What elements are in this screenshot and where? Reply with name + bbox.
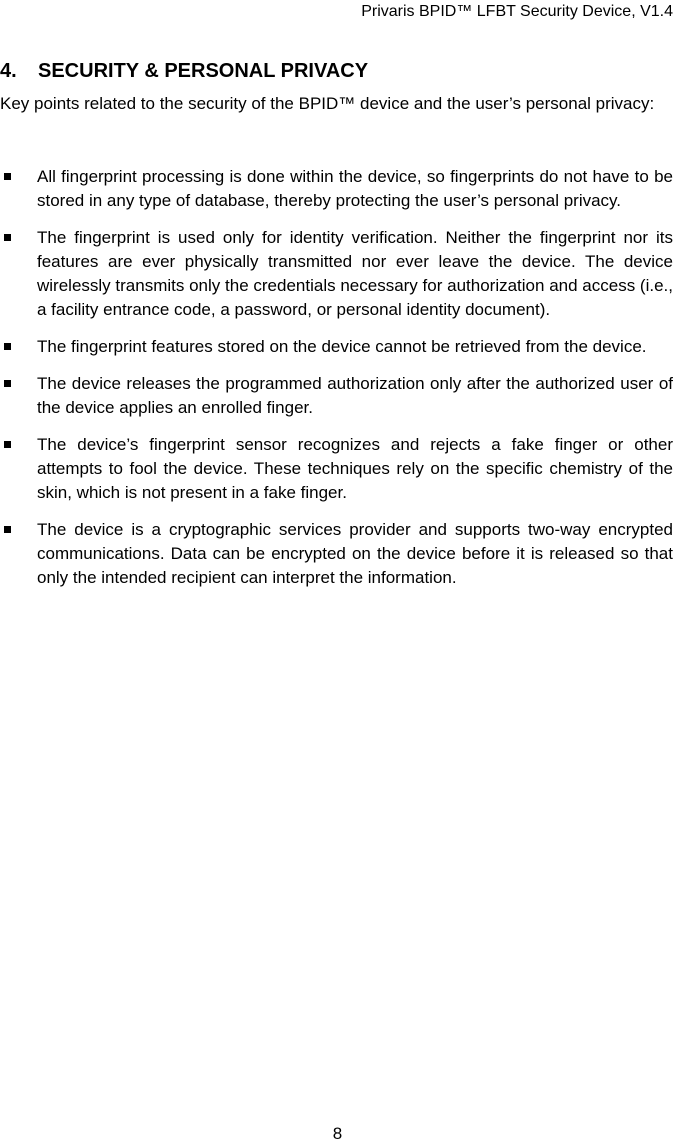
bullet-text: The device is a cryptographic services provider and supports two-way encrypted communications. Data can be encrypted on the device before it is released so that only the intended recipient can interpret the information. [37,520,673,587]
list-item [0,518,673,590]
square-bullet-icon [4,343,11,350]
square-bullet-icon [4,441,11,448]
bullet-text: The fingerprint features stored on the device cannot be retrieved from the device. [37,337,647,356]
section-heading [0,59,368,83]
page-number: 8 [332,1124,343,1143]
bullet-text: All fingerprint processing is done within the device, so fingerprints do not have to be stored in any type of database, thereby protecting the user’s personal privacy. [37,167,673,210]
square-bullet-icon [4,234,11,241]
section-title: SECURITY & PERSONAL PRIVACY [38,60,369,82]
bullet-text: The device releases the programmed authorization only after the authorized user of the device applies an enrolled finger. [37,374,673,417]
intro-paragraph: Key points related to the security of the BPID™ device and the user’s personal privacy: [0,94,655,113]
square-bullet-icon [4,380,11,387]
square-bullet-icon [4,173,11,180]
section-number: 4. [0,60,17,82]
running-header: Privaris BPID™ LFBT Security Device, V1.4 [361,3,673,20]
list-item [0,226,673,322]
list-item [0,372,673,420]
bullet-text: The fingerprint is used only for identity verification. Neither the fingerprint nor its features are ever physically transmitted nor ever leave the device. The device wirelessly transmits only the credentials necessary for authorization and access (i.e., a facility entrance code, a password, or personal identity document). [37,228,673,319]
bullet-list [0,165,673,603]
bullet-text: The device’s fingerprint sensor recognizes and rejects a fake finger or other attempts to fool the device. These techniques rely on the specific chemistry of the skin, which is not present in a fake finger. [37,435,673,502]
square-bullet-icon [4,526,11,533]
list-item [0,433,673,505]
list-item [0,335,673,359]
list-item [0,165,673,213]
